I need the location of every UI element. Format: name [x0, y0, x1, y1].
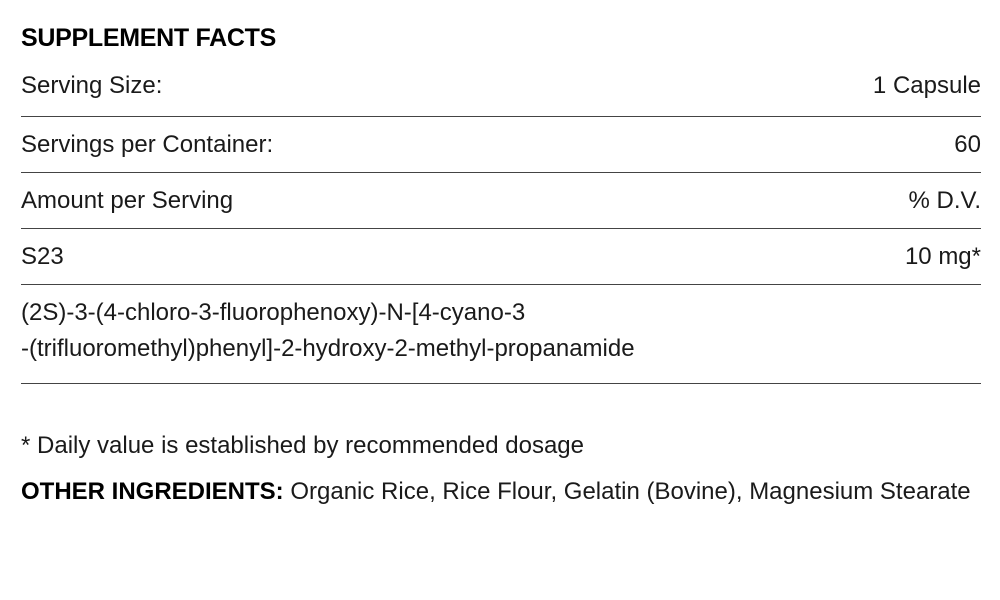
- servings-per-container-value: 60: [954, 130, 981, 158]
- other-ingredients-text: Organic Rice, Rice Flour, Gelatin (Bovine), Magnesium Stearate: [283, 478, 971, 505]
- servings-per-container-row: [21, 117, 981, 173]
- other-ingredients-label: OTHER INGREDIENTS:: [21, 478, 284, 505]
- s23-amount: 10 mg*: [904, 242, 981, 270]
- supplement-facts-title: SUPPLEMENT FACTS: [21, 24, 276, 52]
- serving-size-label: Serving Size:: [21, 72, 163, 99]
- serving-size-value: 1 Capsule: [872, 72, 981, 99]
- other-ingredients: [21, 474, 981, 510]
- supplement-facts-panel: [21, 20, 981, 510]
- chemical-name-line-1: (2S)-3-(4-chloro-3-fluorophenoxy)-N-[4-cyano-3: [21, 299, 526, 326]
- s23-label: S23: [21, 242, 64, 270]
- s23-row: [21, 229, 981, 285]
- amount-per-serving-label: Amount per Serving: [21, 186, 234, 214]
- daily-value-header: % D.V.: [908, 186, 981, 214]
- daily-value-footnote: * Daily value is established by recommended dosage: [21, 432, 584, 459]
- chemical-name-line-2: -(trifluoromethyl)phenyl]-2-hydroxy-2-methyl-propanamide: [21, 335, 635, 362]
- chemical-name-row: [21, 285, 981, 384]
- serving-size-row: [21, 56, 981, 117]
- servings-per-container-label: Servings per Container:: [21, 130, 274, 158]
- amount-per-serving-row: [21, 173, 981, 229]
